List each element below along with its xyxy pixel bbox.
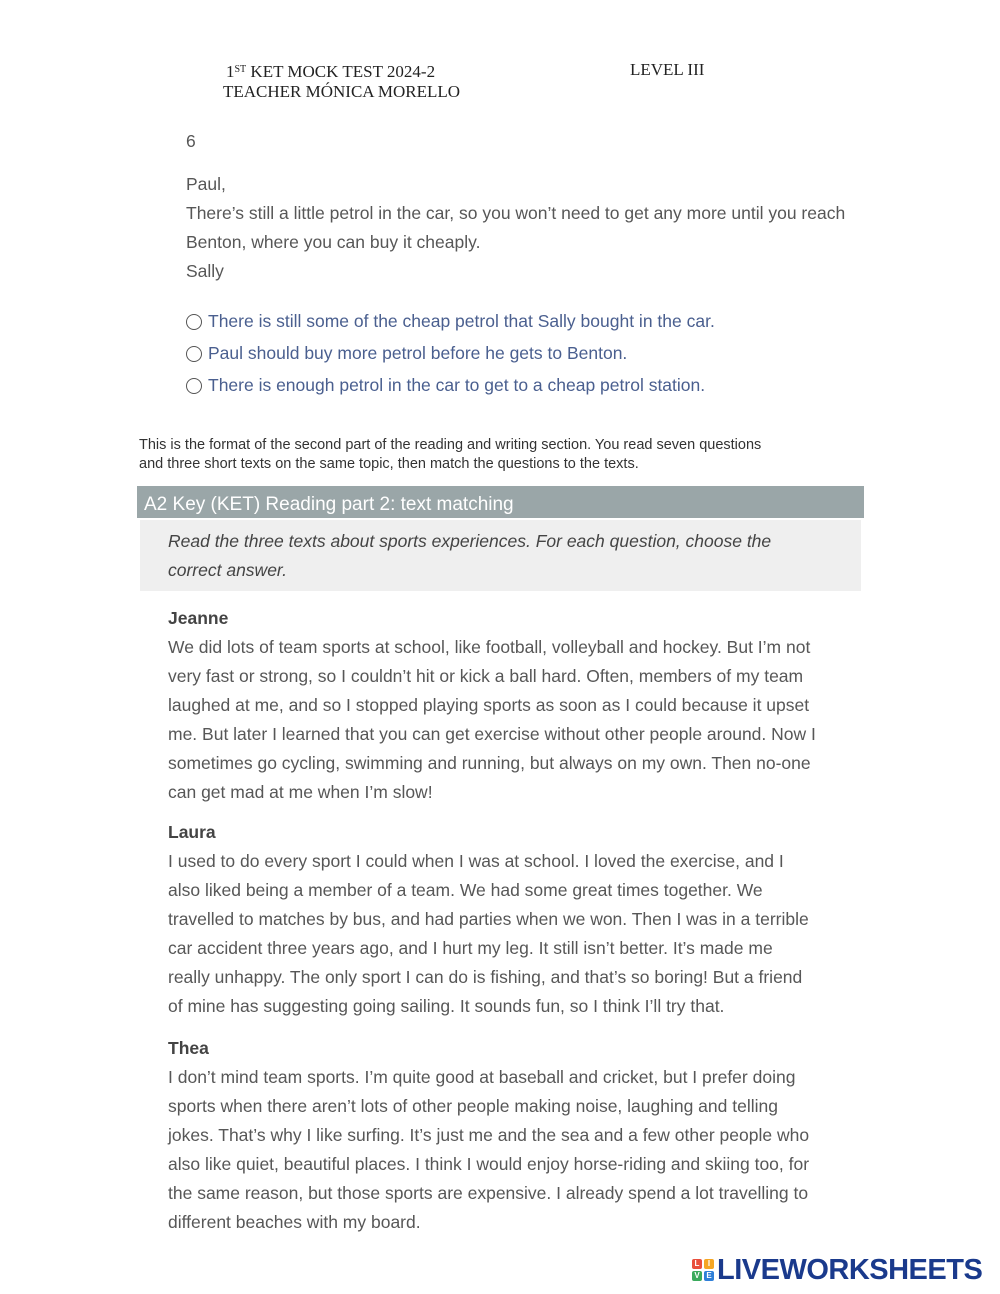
part2-instructions: [140, 520, 861, 591]
text-line: also like quiet, beautiful places. I think I would enjoy horse-riding and skiing too, for: [168, 1154, 810, 1174]
logo-letter: V: [692, 1271, 702, 1281]
intro-line: This is the format of the second part of the reading and writing section. You read seven questions: [139, 437, 762, 453]
option-label: There is still some of the cheap petrol that Sally bought in the car.: [208, 311, 715, 331]
text-line: sometimes go cycling, swimming and running, but always on my own. Then no-one: [168, 753, 811, 773]
text-line: I used to do every sport I could when I was at school. I loved the exercise, and I: [168, 851, 784, 871]
teacher-name: TEACHER MÓNICA MORELLO: [223, 82, 461, 101]
text-line: very fast or strong, so I couldn’t hit or kick a ball hard. Often, members of my team: [168, 666, 804, 686]
note-line: Benton, where you can buy it cheaply.: [186, 232, 481, 252]
person-name: Laura: [168, 822, 216, 842]
logo-letter: I: [704, 1259, 714, 1269]
text-thea: [168, 1034, 848, 1237]
note-line: Sally: [186, 261, 224, 281]
text-line: really unhappy. The only sport I can do is fishing, and that’s so boring! But a friend: [168, 967, 803, 987]
radio-button-icon[interactable]: [186, 378, 202, 394]
text-line: can get mad at me when I’m slow!: [168, 782, 433, 802]
note-line: Paul,: [186, 174, 226, 194]
radio-button-icon[interactable]: [186, 346, 202, 362]
logo-grid-icon: [692, 1259, 714, 1281]
logo-letter: E: [704, 1271, 714, 1281]
question-number: 6: [186, 131, 196, 151]
part2-title-bar: A2 Key (KET) Reading part 2: text matching: [137, 486, 864, 518]
text-line: me. But later I learned that you can get exercise without other people around. Now I: [168, 724, 816, 744]
person-name: Thea: [168, 1038, 209, 1058]
logo-letter: L: [692, 1259, 702, 1269]
text-line: jokes. That’s why I like surfing. It’s just me and the sea and a few other people who: [168, 1125, 810, 1145]
text-laura: [168, 818, 848, 1021]
intro-line: and three short texts on the same topic, then match the questions to the texts.: [139, 456, 639, 472]
text-line: We did lots of team sports at school, like football, volleyball and hockey. But I’m not: [168, 637, 811, 657]
answer-option-b[interactable]: [186, 343, 627, 364]
person-name: Jeanne: [168, 608, 229, 628]
logo-text: LIVEWORKSHEETS: [717, 1253, 983, 1286]
answer-option-c[interactable]: [186, 375, 705, 396]
text-line: I don’t mind team sports. I’m quite good at baseball and cricket, but I prefer doing: [168, 1067, 796, 1087]
text-line: car accident three years ago, and I hurt my leg. It still isn’t better. It’s made me: [168, 938, 773, 958]
liveworksheets-logo[interactable]: [692, 1253, 982, 1287]
instruction-line: correct answer.: [168, 560, 287, 580]
note-text: [186, 170, 886, 286]
note-line: There’s still a little petrol in the car, so you won’t need to get any more until you reach: [186, 203, 846, 223]
answer-option-a[interactable]: [186, 311, 715, 332]
test-ordinal: 1: [226, 62, 235, 81]
text-line: travelled to matches by bus, and had parties when we won. Then I was in a terrible: [168, 909, 809, 929]
level-label: LEVEL III: [630, 60, 705, 79]
radio-button-icon[interactable]: [186, 314, 202, 330]
text-jeanne: [168, 604, 848, 807]
option-label: There is enough petrol in the car to get to a cheap petrol station.: [208, 375, 706, 395]
text-line: also liked being a member of a team. We had some great times together. We: [168, 880, 763, 900]
test-title-text: KET MOCK TEST 2024-2: [246, 62, 436, 81]
text-line: of mine has suggesting going sailing. It sounds fun, so I think I’ll try that.: [168, 996, 725, 1016]
instruction-line: Read the three texts about sports experiences. For each question, choose the: [168, 531, 772, 551]
test-ordinal-suffix: ST: [234, 64, 247, 75]
text-line: sports when there aren’t lots of other people making noise, laughing and telling: [168, 1096, 778, 1116]
text-line: different beaches with my board.: [168, 1212, 421, 1232]
text-line: the same reason, but those sports are expensive. I already spend a lot travelling to: [168, 1183, 809, 1203]
test-title: [226, 59, 435, 83]
section-intro: [139, 436, 859, 474]
text-line: laughed at me, and so I stopped playing sports as soon as I could because it upset: [168, 695, 810, 715]
option-label: Paul should buy more petrol before he gets to Benton.: [208, 343, 628, 363]
